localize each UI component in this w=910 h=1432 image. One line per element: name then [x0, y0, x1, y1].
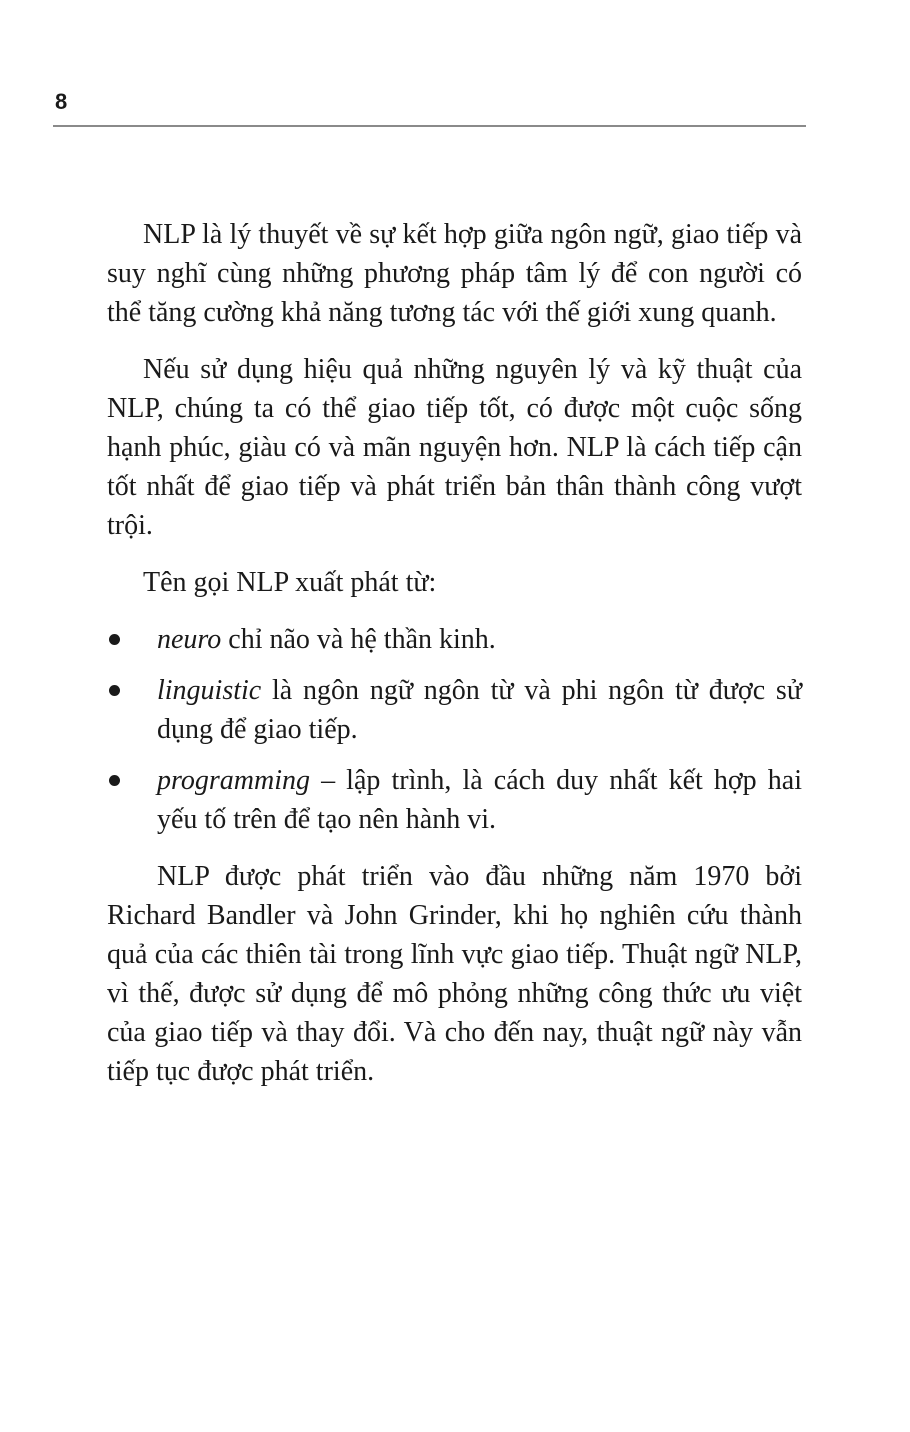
paragraph-nlp-benefits: Nếu sử dụng hiệu quả những nguyên lý và kỹ thuật của NLP, chúng ta có thể giao tiếp tốt, có được một cuộc sống hạnh phúc, giàu có và mãn nguyện hơn. NLP là cách tiếp cận tốt nhất để giao tiếp và phát triển bản thân thành công vượt trội.: [107, 354, 802, 541]
term-description: chỉ não và hệ thần kinh.: [221, 624, 496, 655]
term-description: là ngôn ngữ ngôn từ và phi ngôn từ được sử dụng để giao tiếp.: [157, 675, 802, 745]
page-number: 8: [55, 89, 68, 114]
term-description: – lập trình, là cách duy nhất kết hợp hai yếu tố trên để tạo nên hành vi.: [157, 765, 802, 835]
term-neuro: neuro: [157, 624, 222, 655]
term-linguistic: linguistic: [157, 675, 262, 706]
page-body: [107, 215, 802, 1109]
nlp-terms-list: [107, 620, 802, 839]
list-item: [107, 620, 802, 659]
bullet-icon: [109, 685, 120, 696]
paragraph-nlp-definition: NLP là lý thuyết về sự kết hợp giữa ngôn ngữ, giao tiếp và suy nghĩ cùng những phương pháp tâm lý để con người có thể tăng cường khả năng tương tác với thế giới xung quanh.: [107, 219, 802, 328]
term-programming: programming: [157, 765, 310, 796]
list-item: [107, 761, 802, 839]
bullet-icon: [109, 634, 120, 645]
list-item: [107, 671, 802, 749]
bullet-icon: [109, 775, 120, 786]
paragraph-nlp-name-origin: Tên gọi NLP xuất phát từ:: [143, 567, 437, 598]
header-divider: [53, 125, 806, 127]
paragraph-nlp-history: NLP được phát triển vào đầu những năm 1970 bởi Richard Bandler và John Grinder, khi họ nghiên cứu thành quả của các thiên tài trong lĩnh vực giao tiếp. Thuật ngữ NLP, vì thế, được sử dụng để mô phỏng những công thức ưu việt của giao tiếp và thay đổi. Và cho đến nay, thuật ngữ này vẫn tiếp tục được phát triển.: [107, 861, 802, 1087]
